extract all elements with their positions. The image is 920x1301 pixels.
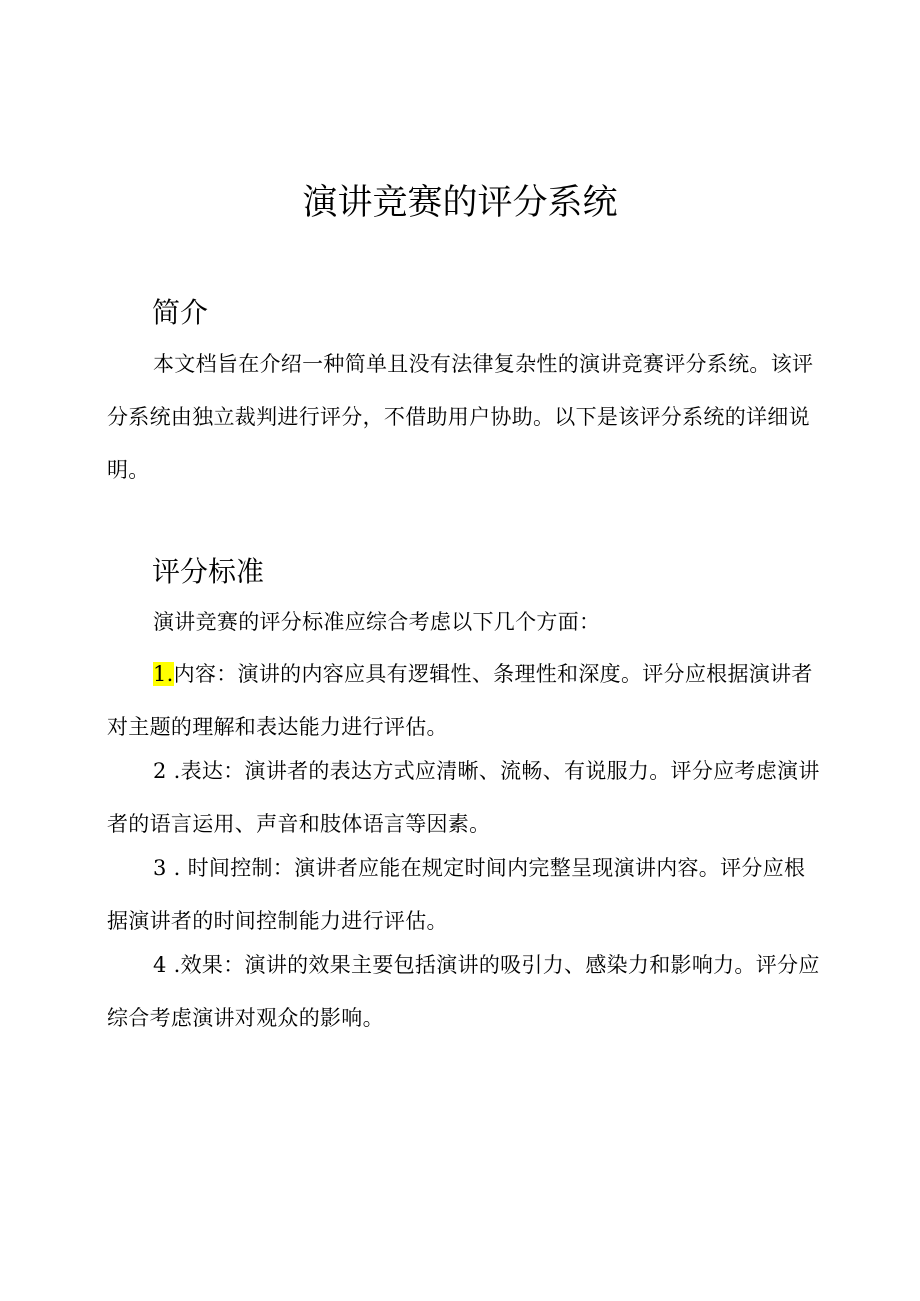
criteria-item-number: 4 [153,953,167,977]
criteria-item-text: .表达：演讲者的表达方式应清晰、流畅、有说服力。评分应考虑演讲者的语言运用、声音和肢体语言等因素。 [107,759,820,836]
criteria-item-text: .效果：演讲的效果主要包括演讲的吸引力、感染力和影响力。评分应综合考虑演讲对观众的影响。 [107,953,820,1030]
criteria-item-4 [107,939,825,1045]
criteria-item-number-highlighted: 1. [153,662,174,686]
criteria-item-number: 2 [153,759,167,783]
criteria-item-1 [107,648,825,754]
criteria-item-text: . 时间控制：演讲者应能在规定时间内完整呈现演讲内容。评分应根据演讲者的时间控制能力进行评估。 [107,856,806,933]
criteria-item-number: 3 [153,856,167,880]
section-heading-intro: 简介 [152,296,209,329]
criteria-item-2 [107,745,825,851]
document-title: 演讲竞赛的评分系统 [302,183,618,223]
intro-paragraph: 本文档旨在介绍一种简单且没有法律复杂性的演讲竞赛评分系统。该评分系统由独立裁判进行评分，不借助用户协助。以下是该评分系统的详细说明。 [107,352,814,482]
criteria-item-text: 内容：演讲的内容应具有逻辑性、条理性和深度。评分应根据演讲者对主题的理解和表达能力进行评估。 [107,662,813,739]
section-heading-criteria: 评分标准 [152,555,265,588]
criteria-item-3 [107,842,825,948]
criteria-lead-paragraph: 演讲竞赛的评分标准应综合考虑以下几个方面： [153,610,601,634]
